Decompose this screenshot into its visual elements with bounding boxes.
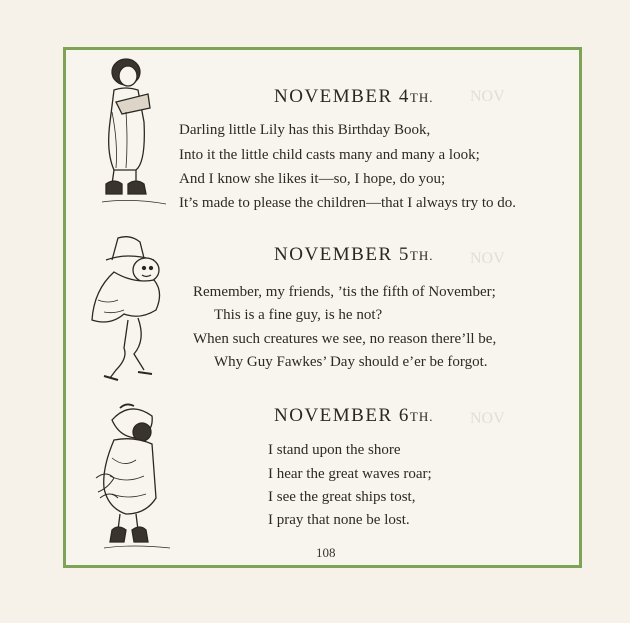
girl-reading-book-illustration [92,52,172,222]
verse-line: I pray that none be lost. [268,512,410,528]
verse-line: And I know she likes it—so, I hope, do you; [179,171,446,187]
verse-line: Remember, my friends, ’tis the fifth of November; [193,284,496,300]
verse-line: Why Guy Fawkes’ Day should e’er be forgot. [214,354,488,370]
verse-line: Darling little Lily has this Birthday Book, [179,122,431,138]
girl-in-bonnet-illustration [90,398,174,558]
show-through-decoration: NOV [470,410,505,427]
verse-line: This is a fine guy, is he not? [214,307,383,323]
verse-line: I hear the great waves roar; [268,466,432,482]
verse-line: It’s made to please the children—that I always try to do. [179,195,516,211]
page-number: 108 [316,545,336,560]
verse-line: I stand upon the shore [268,442,401,458]
entry-heading: NOVEMBER 6TH. [274,405,434,426]
verse-line: When such creatures we see, no reason there’ll be, [193,331,497,347]
guy-fawkes-figure-illustration [84,230,180,390]
entry-heading: NOVEMBER 4TH. [274,86,434,107]
verse-line: I see the great ships tost, [268,489,416,505]
verse-line: Into it the little child casts many and many a look; [179,147,480,163]
show-through-decoration: NOV [470,250,505,267]
entry-heading: NOVEMBER 5TH. [274,244,434,265]
show-through-decoration: NOV [470,88,505,105]
